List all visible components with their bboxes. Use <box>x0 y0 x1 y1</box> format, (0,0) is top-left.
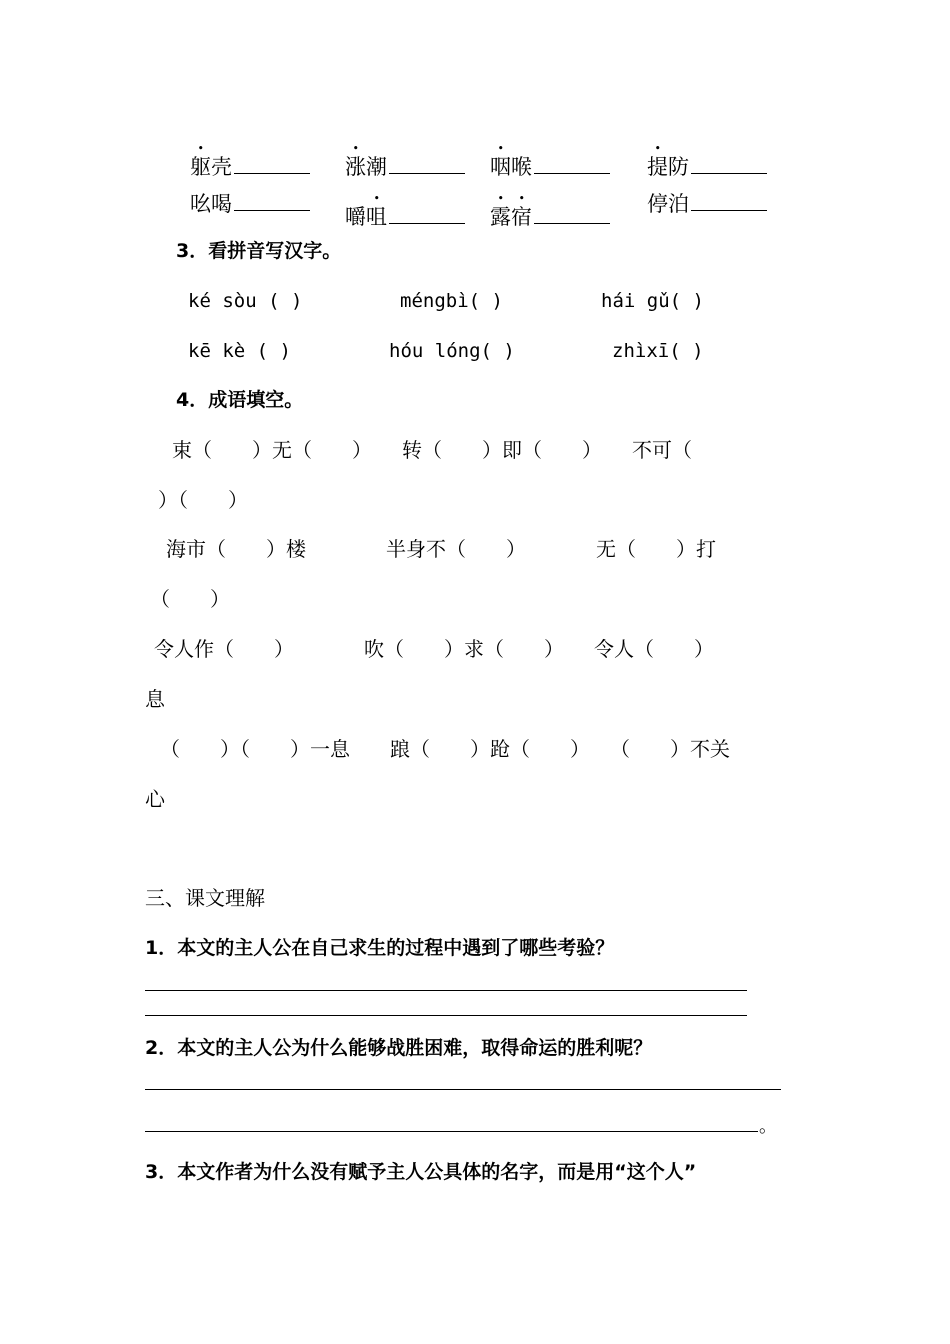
answer-blank[interactable] <box>534 155 610 174</box>
idiom-line: （ ） <box>150 587 230 611</box>
vocab-item-3: 咽喉 <box>490 142 610 179</box>
section-heading: 三、课文理解 <box>145 886 265 910</box>
answer-blank[interactable] <box>691 155 767 174</box>
idiom-line: 息 <box>145 687 165 711</box>
period-mark: 。 <box>759 1116 777 1137</box>
pinyin-item[interactable]: méngbì( ) <box>400 290 503 312</box>
idiom-line: 束（ ）无（ ） 转（ ）即（ ） 不可（ <box>172 438 692 462</box>
answer-line[interactable] <box>145 1089 781 1090</box>
pinyin-item[interactable]: ké sòu ( ) <box>188 290 303 312</box>
answer-blank[interactable] <box>234 192 310 211</box>
question-2: 2．本文的主人公为什么能够战胜困难，取得命运的胜利呢？ <box>145 1037 653 1059</box>
idiom-line: （ ）（ ）一息 踉（ ）跄（ ） （ ）不关 <box>160 737 730 761</box>
vocab-item-4: 提防 <box>647 142 767 179</box>
pinyin-item[interactable]: zhìxī( ) <box>612 340 704 362</box>
pinyin-item[interactable]: kē kè ( ) <box>188 340 291 362</box>
answer-blank[interactable] <box>234 155 310 174</box>
pinyin-item[interactable]: hóu lóng( ) <box>389 340 515 362</box>
vocab-item-8: 停泊 <box>647 192 767 215</box>
idiom-line: 海市（ ）楼 半身不（ ） 无（ ）打 <box>166 537 716 561</box>
answer-blank[interactable] <box>389 205 465 224</box>
answer-line[interactable] <box>145 1131 758 1132</box>
answer-blank[interactable] <box>691 192 767 211</box>
vocab-item-6: 嚼咀 <box>345 192 465 229</box>
answer-blank[interactable] <box>534 205 610 224</box>
idiom-line: 心 <box>145 787 165 811</box>
vocab-item-7: 露宿 <box>490 192 610 229</box>
q3-title: 3．看拼音写汉字。 <box>176 240 342 262</box>
q4-title: 4．成语填空。 <box>176 389 304 411</box>
answer-line[interactable] <box>145 1015 747 1016</box>
idiom-line: 令人作（ ） 吹（ ）求（ ） 令人（ ） <box>154 637 714 661</box>
vocab-item-2: 涨潮 <box>345 142 465 179</box>
answer-line[interactable] <box>145 990 747 991</box>
answer-blank[interactable] <box>389 155 465 174</box>
question-3: 3．本文作者为什么没有赋予主人公具体的名字，而是用“这个人” <box>145 1161 697 1183</box>
idiom-line: ）（ ） <box>158 488 248 512</box>
vocab-item-1: 躯壳 <box>190 142 310 179</box>
question-1: 1．本文的主人公在自己求生的过程中遇到了哪些考验？ <box>145 937 615 959</box>
pinyin-item[interactable]: hái gǔ( ) <box>601 290 704 312</box>
vocab-item-5: 吆喝 <box>190 192 310 215</box>
